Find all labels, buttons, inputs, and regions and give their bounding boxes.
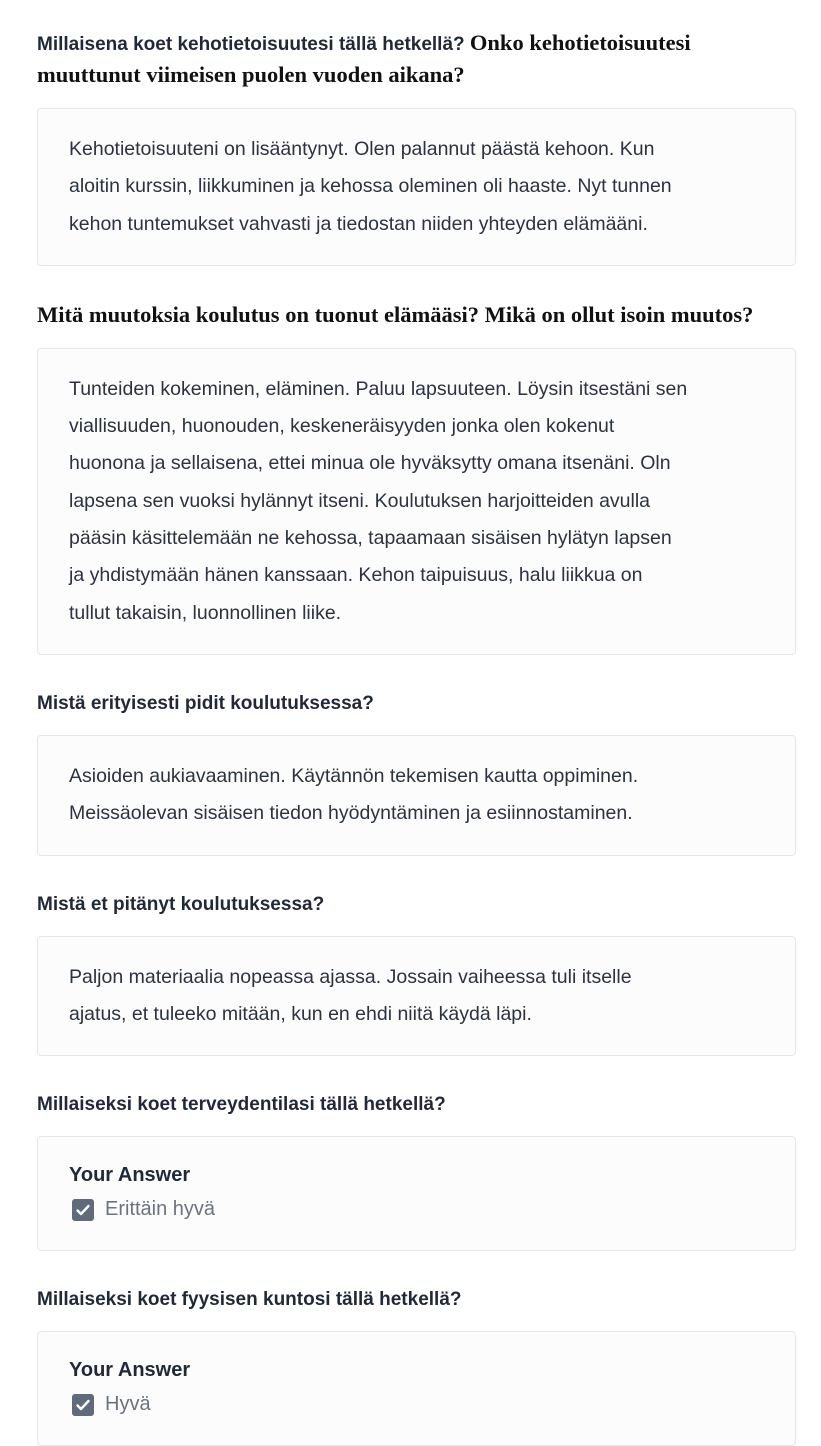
answer-text: ja yhdistymään hänen kanssaan. Kehon taipuisuus, halu liikkua on: [69, 564, 643, 587]
answer-choice: Hyvä: [105, 1393, 151, 1416]
answer-card: [37, 936, 796, 1057]
answer-text: ajatus, et tuleeko mitään, kun en ehdi niitä käydä läpi.: [69, 1002, 532, 1025]
answer-choice: Erittäin hyvä: [105, 1198, 216, 1221]
answer-text: Tunteiden kokeminen, eläminen. Paluu lapsuuteen. Löysin itsestäni sen: [69, 377, 688, 400]
question-text: Mistä erityisesti pidit koulutuksessa?: [37, 692, 374, 714]
answer-text: Kehotietoisuuteni on lisääntynyt. Olen palannut päästä kehoon. Kun: [69, 138, 655, 160]
answer-text: huonona ja sellaisena, ettei minua ole hyväksytty omana itsenäni. Oln: [69, 452, 671, 475]
your-answer-label: Your Answer: [69, 1359, 191, 1382]
answer-text: viallisuuden, huonouden, keskeneräisyyden jonka olen kokenut: [69, 415, 615, 438]
question-text: Mistä et pitänyt koulutuksessa?: [37, 893, 325, 915]
answer-text: Meissäolevan sisäisen tiedon hyödyntäminen ja esiinnostaminen.: [69, 802, 633, 825]
question-heading: [37, 1285, 796, 1315]
answer-card: [37, 108, 796, 266]
answer-text: aloitin kurssin, liikkuminen ja kehossa oleminen oli haaste. Nyt tunnen: [69, 175, 672, 198]
your-answer-label: Your Answer: [69, 1164, 191, 1187]
answer-text: lapsena sen vuoksi hylännyt itseni. Koulutuksen harjoitteiden avulla: [69, 489, 651, 512]
question-text: Onko kehotietoisuutesi muuttunut viimeisen puolen vuoden aikana?: [37, 30, 691, 87]
answer-option: [69, 1191, 775, 1228]
answer-text: Asioiden aukiavaaminen. Käytännön tekemisen kautta oppiminen.: [69, 764, 639, 787]
checkbox-checked-icon[interactable]: [72, 1394, 94, 1416]
answer-card: [37, 1331, 796, 1446]
question-text: Millaisena koet kehotietoisuutesi tällä hetkellä?: [37, 34, 465, 55]
question-text: Millaiseksi koet fyysisen kuntosi tällä hetkellä?: [37, 1289, 462, 1311]
question-heading: [37, 689, 796, 719]
answer-card: [37, 348, 796, 655]
answer-text: pääsin käsittelemään ne kehossa, tapaamaan sisäisen hylätyn lapsen: [69, 527, 672, 550]
question-text: Millaiseksi koet terveydentilasi tällä hetkellä?: [37, 1094, 446, 1116]
answer-option: [69, 1386, 775, 1423]
answer-text: kehon tuntemukset vahvasti ja tiedostan niiden yhteyden elämääni.: [69, 212, 648, 235]
checkbox-checked-icon[interactable]: [72, 1199, 94, 1221]
question-heading: [37, 890, 796, 920]
answer-text: Paljon materiaalia nopeassa ajassa. Jossain vaiheessa tuli itselle: [69, 965, 632, 988]
question-text: Mitä muutoksia koulutus on tuonut elämääsi? Mikä on ollut isoin muutos?: [37, 301, 754, 327]
question-heading: [37, 300, 796, 332]
answer-card: [37, 735, 796, 856]
answer-text: tullut takaisin, luonnollinen liike.: [69, 601, 342, 624]
question-heading: [37, 1090, 796, 1120]
question-heading: [37, 28, 796, 92]
answer-card: [37, 1136, 796, 1251]
